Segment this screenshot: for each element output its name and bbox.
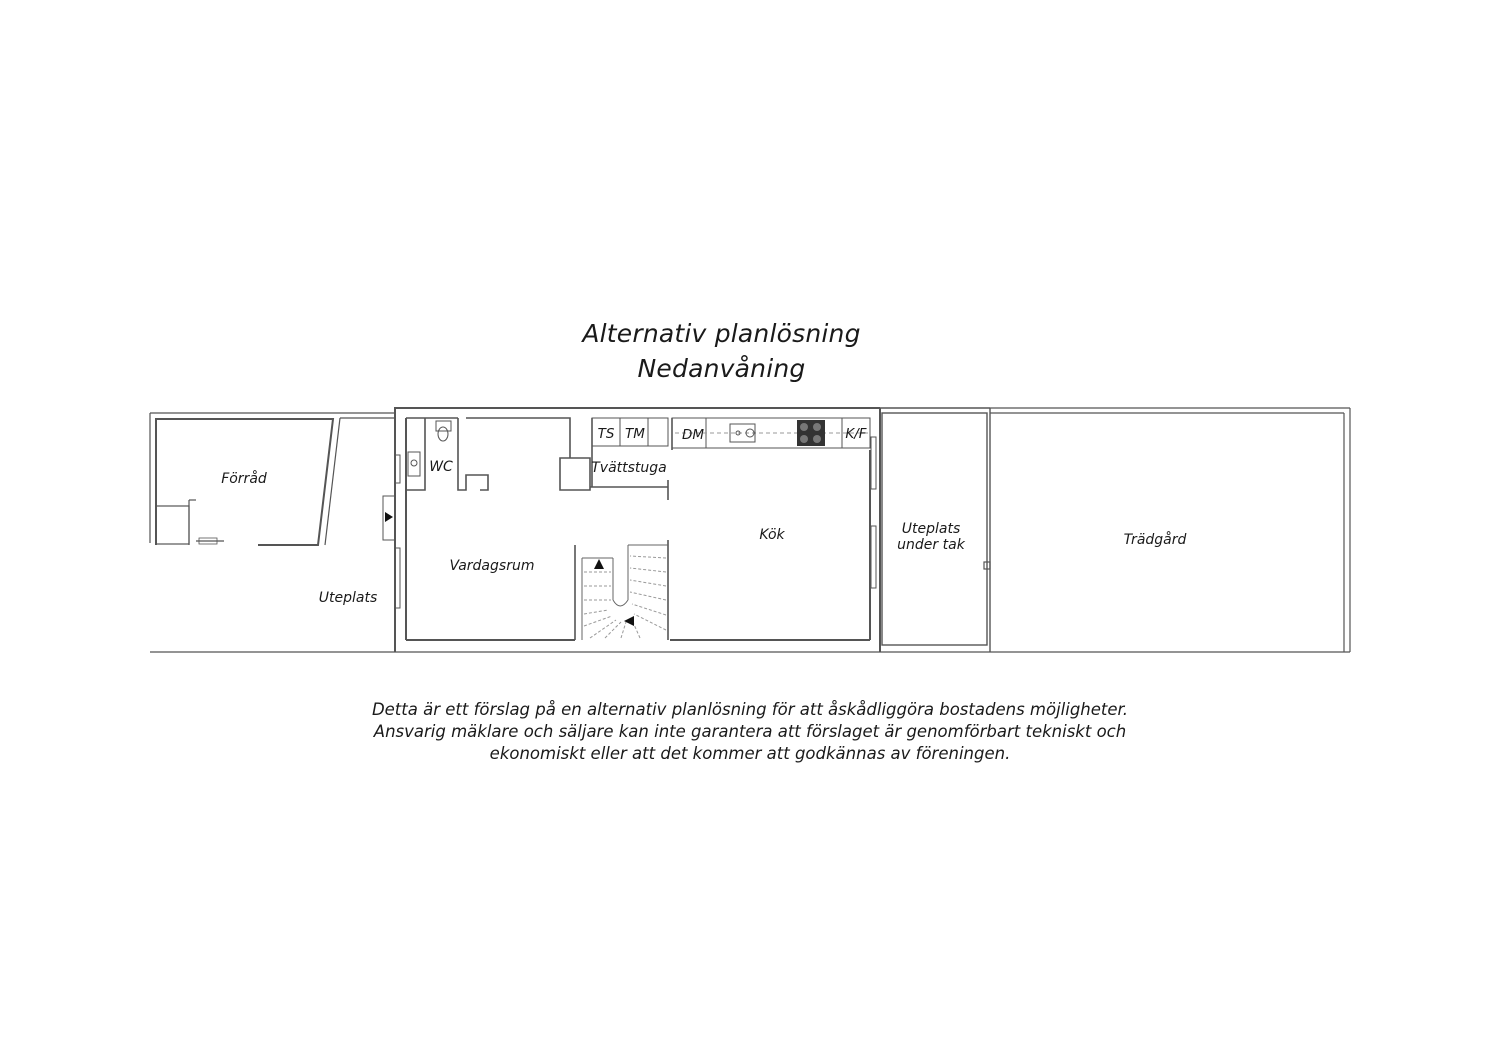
stair-turn-arrow-icon: [624, 616, 634, 626]
hob-icon: [797, 420, 825, 446]
staircase: [582, 545, 668, 640]
disclaimer: [0, 699, 1500, 765]
disclaimer-line-2: Ansvarig mäklare och säljare kan inte garantera att förslaget är genomförbart tekniskt och: [373, 722, 1127, 741]
appliance-label-dryer: TS: [597, 426, 615, 442]
disclaimer-line-3: ekonomiskt eller att det kommer att godkännas av föreningen.: [489, 744, 1011, 763]
room-label-covered-patio: Uteplats: [901, 521, 961, 537]
entrance-arrow-icon: [385, 512, 393, 522]
room-label-storage: Förråd: [221, 471, 267, 487]
stair-up-arrow-icon: [594, 559, 604, 569]
disclaimer-line-1: Detta är ett förslag på en alternativ planlösning för att åskådliggöra bostadens möjligheter.: [371, 700, 1129, 719]
garden-outline: [984, 408, 1350, 652]
appliance-label-fridge-freezer: K/F: [845, 426, 867, 442]
room-label-living-room: Vardagsrum: [449, 558, 535, 574]
room-label-covered-patio-line2: under tak: [897, 537, 965, 553]
appliance-label-dishwasher: DM: [681, 427, 705, 443]
room-label-laundry: Tvättstuga: [591, 460, 667, 476]
appliance-label-washer: TM: [625, 426, 645, 442]
room-label-kitchen: Kök: [759, 527, 785, 543]
room-label-wc: WC: [429, 459, 453, 475]
storage-walls: [156, 418, 395, 545]
interior-walls: [406, 418, 672, 640]
room-label-garden: Trädgård: [1123, 532, 1187, 548]
plan-subtitle: Nedanvåning: [637, 354, 806, 383]
plan-title: Alternativ planlösning: [582, 319, 861, 348]
room-label-patio: Uteplats: [318, 590, 378, 606]
